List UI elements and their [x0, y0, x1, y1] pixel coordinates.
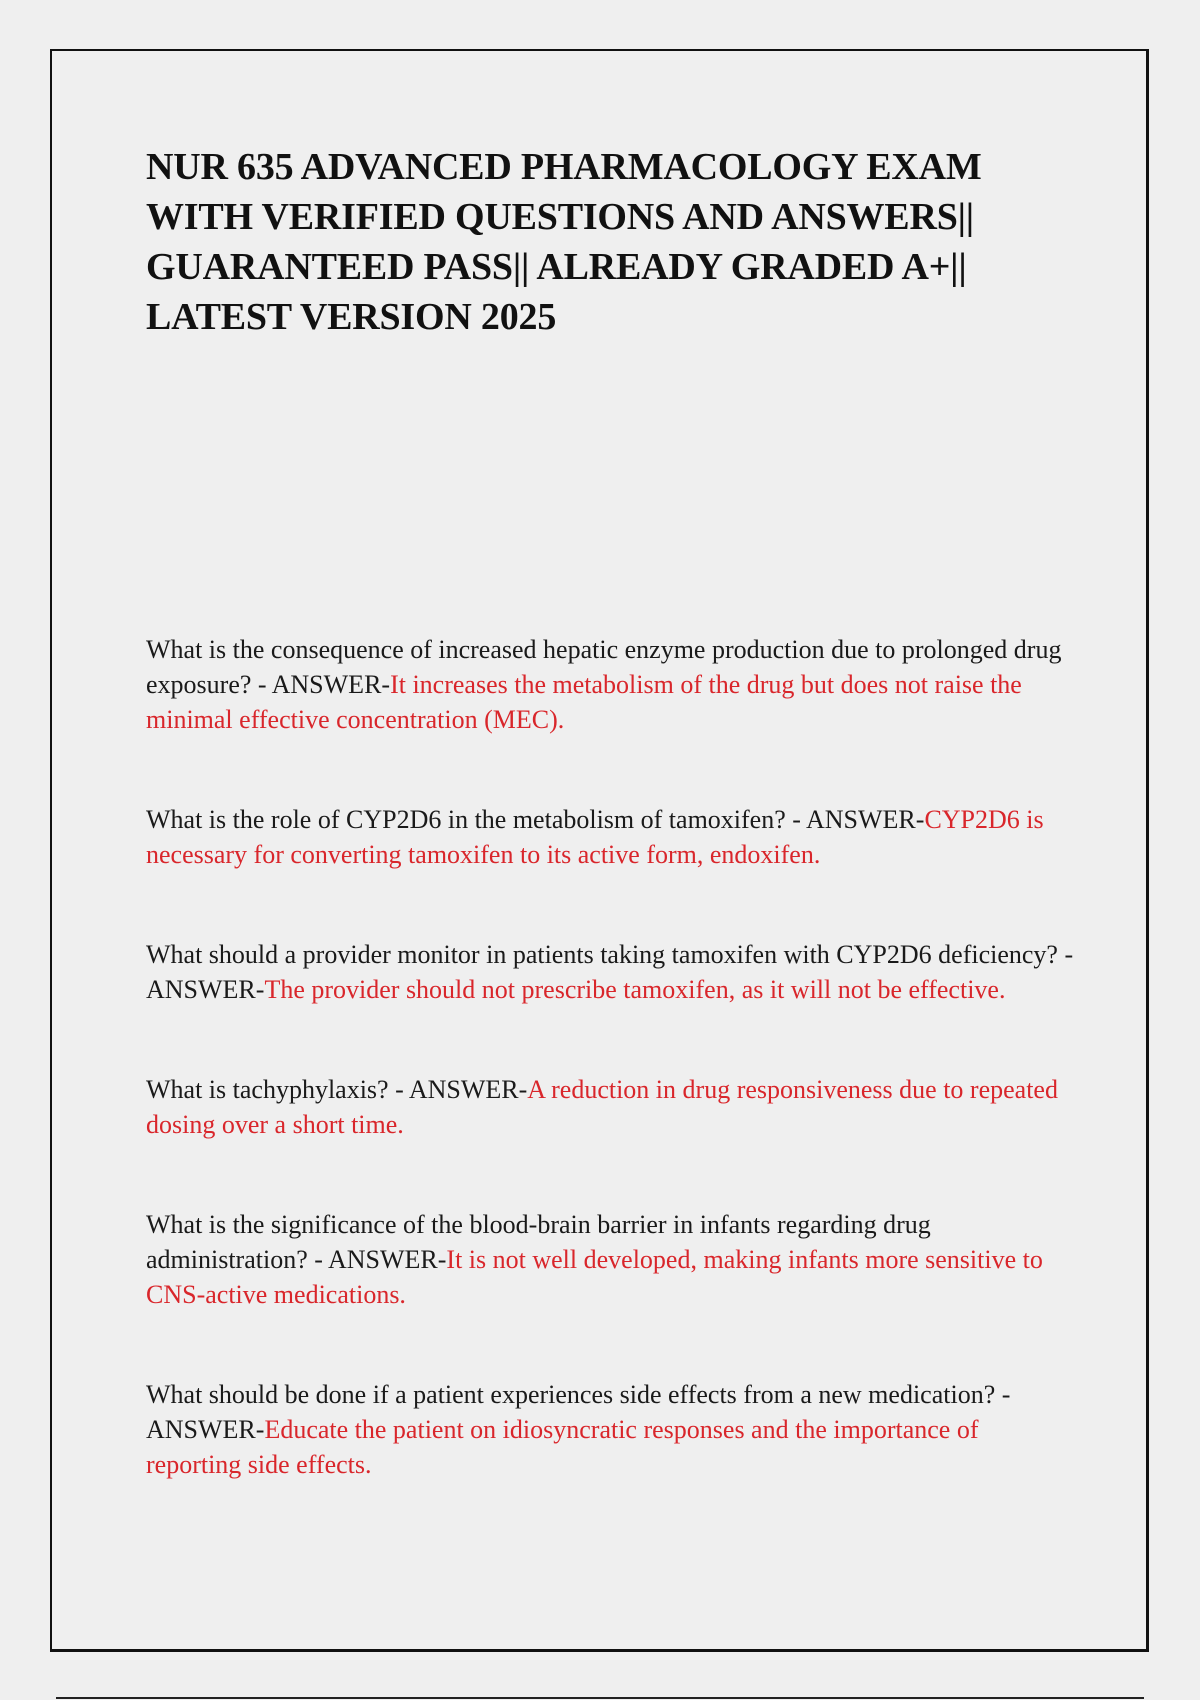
- qa-item: [146, 1072, 1076, 1142]
- answer-separator: - ANSWER-: [146, 940, 1074, 1004]
- next-page-edge: [56, 1697, 1144, 1699]
- question-text: What should be done if a patient experiences side effects from a new medication?: [146, 1380, 996, 1409]
- answer-text: A reduction in drug responsiveness due to repeated dosing over a short time.: [146, 1075, 1058, 1139]
- qa-list: [146, 632, 1076, 1482]
- question-text: What should a provider monitor in patients taking tamoxifen with CYP2D6 deficiency?: [146, 940, 1058, 969]
- answer-separator: - ANSWER-: [146, 1380, 1011, 1444]
- answer-separator: - ANSWER-: [785, 805, 925, 834]
- answer-separator: - ANSWER-: [307, 1245, 447, 1274]
- question-text: What is tachyphylaxis?: [146, 1075, 389, 1104]
- qa-item: [146, 802, 1076, 872]
- question-text: What is the significance of the blood-brain barrier in infants regarding drug administration?: [146, 1210, 931, 1274]
- answer-text: The provider should not prescribe tamoxifen, as it will not be effective.: [264, 975, 1006, 1004]
- answer-separator: - ANSWER-: [388, 1075, 528, 1104]
- answer-text: It increases the metabolism of the drug but does not raise the minimal effective concentration (MEC).: [146, 670, 1022, 734]
- qa-item: [146, 632, 1076, 737]
- qa-item: [146, 937, 1076, 1007]
- answer-text: It is not well developed, making infants more sensitive to CNS-active medications.: [146, 1245, 1043, 1309]
- question-text: What is the consequence of increased hepatic enzyme production due to prolonged drug exposure?: [146, 635, 1062, 699]
- question-text: What is the role of CYP2D6 in the metabolism of tamoxifen?: [146, 805, 786, 834]
- qa-item: [146, 1207, 1076, 1312]
- document-title: NUR 635 ADVANCED PHARMACOLOGY EXAM WITH VERIFIED QUESTIONS AND ANSWERS|| GUARANTEED PASS|| ALREADY GRADED A+|| LATEST VERSION 2025: [146, 146, 982, 338]
- answer-text: Educate the patient on idiosyncratic responses and the importance of reporting side effects.: [146, 1415, 979, 1479]
- answer-text: CYP2D6 is necessary for converting tamoxifen to its active form, endoxifen.: [146, 805, 1044, 869]
- answer-separator: - ANSWER-: [251, 670, 391, 699]
- qa-item: [146, 1377, 1076, 1482]
